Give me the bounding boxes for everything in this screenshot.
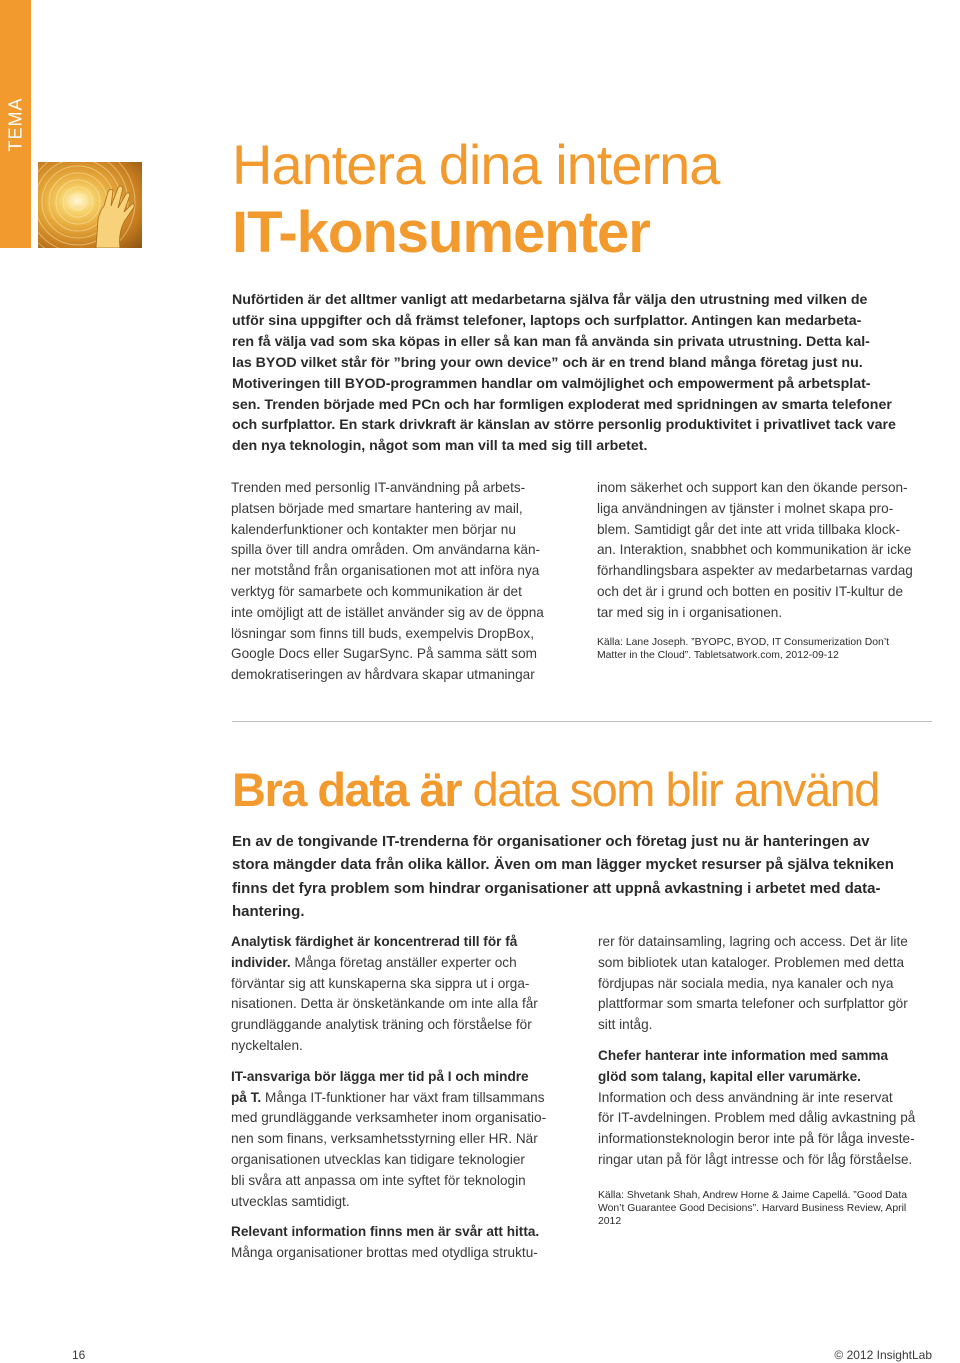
body-line: förhandlingsbara aspekter av medarbetarnas vardag bbox=[597, 563, 913, 579]
body-line: liga användningen av tjänster i molnet skapa pro- bbox=[597, 500, 894, 516]
body-line: tar med sig in i organisationen. bbox=[597, 604, 783, 620]
lead-line: ren få välja vad som ska köpas in eller så kan man få använda sin privata utrustning. Detta kal- bbox=[232, 333, 870, 350]
lead-line: las BYOD vilket står för ”bring your own device” och är en trend bland många företag just nu. bbox=[232, 354, 863, 371]
subheading: Chefer hanterar inte information med samma bbox=[598, 1047, 889, 1063]
lead-line: utför sina uppgifter och då främst telefoner, laptops och surfplattor. Antingen kan medarbeta- bbox=[232, 312, 862, 329]
body-line: med grundläggande verksamheter inom organisatio- bbox=[231, 1110, 547, 1126]
article1-lead bbox=[232, 290, 932, 457]
subheading: Analytisk färdighet är koncentrerad till för få bbox=[231, 934, 518, 949]
golden-hand-image bbox=[38, 162, 142, 248]
source-line: Matter in the Cloud”. Tabletsatwork.com, 2012-09-12 bbox=[597, 650, 839, 661]
body-line: an. Interaktion, snabbhet och kommunikation är icke bbox=[597, 542, 912, 558]
article2-lead bbox=[232, 830, 932, 923]
body-line: nen som finans, verksamhetsstyrning eller HR. När bbox=[231, 1131, 538, 1147]
body-line: och det är i grund och botten en positiv IT-kultur de bbox=[597, 583, 904, 599]
body-line: Information och dess användning är inte reservat bbox=[598, 1089, 893, 1105]
lead-line: den nya teknologin, något som man vill ta med sig till arbetet. bbox=[232, 438, 648, 455]
body-line: ringar utan på för lågt intresse och för låg förståelse. bbox=[598, 1151, 913, 1167]
subheading: glöd som talang, kapital eller varumärke. bbox=[598, 1068, 861, 1084]
body-line: förväntar sig att kunskaperna ska sippra ut i orga- bbox=[231, 975, 530, 991]
lead-line: hantering. bbox=[232, 902, 305, 920]
body-text: Många företag anställer experter och bbox=[290, 954, 517, 970]
lead-line: stora mängder data från olika källor. Även om man lägger mycket resurser på själva tekniken bbox=[232, 856, 894, 874]
article2-title bbox=[232, 760, 879, 820]
body-line: demokratiseringen av hårdvara skapar utmaningar bbox=[231, 667, 535, 683]
subheading: Relevant information finns men är svår att hitta. bbox=[231, 1224, 540, 1240]
body-line: för IT-avdelningen. Problem med dålig avkastning på bbox=[598, 1110, 916, 1126]
article1-title-line1: Hantera dina interna bbox=[232, 133, 720, 196]
copyright: © 2012 InsightLab bbox=[834, 1348, 932, 1362]
body-line: fördjupas när sociala media, nya kanaler och nya bbox=[598, 975, 894, 991]
lead-line: En av de tongivande IT-trenderna för organisationer och företag just nu är hanteringen av bbox=[232, 833, 870, 850]
body-line: bli svåra att anpassa om inte syftet för teknologin bbox=[231, 1172, 526, 1188]
article1-source bbox=[597, 636, 942, 662]
body-line: spilla över till andra områden. Om användarna kän- bbox=[231, 542, 541, 558]
body-line: inom säkerhet och support kan den ökande person- bbox=[597, 480, 908, 495]
body-line: ner motstånd från organisationen mot att införa nya bbox=[231, 563, 540, 579]
body-line: inte omöjligt att de istället använder sig av de öppna bbox=[231, 604, 544, 620]
body-line: informationsteknologin beror inte på för låga investe- bbox=[598, 1131, 915, 1147]
lead-line: Motiveringen till BYOD-programmen handlar om valmöjlighet och empowerment på arbetsplat- bbox=[232, 375, 871, 392]
article1-title-line2: IT-konsumenter bbox=[232, 200, 650, 265]
tema-side-tab bbox=[0, 0, 31, 248]
body-line: Trenden med personlig IT-användning på arbets- bbox=[231, 480, 526, 495]
body-line: som bibliotek utan kataloger. Problemen med detta bbox=[598, 954, 905, 970]
body-line: Google Docs eller SugarSync. På samma sätt som bbox=[231, 646, 537, 662]
page-number: 16 bbox=[72, 1348, 86, 1362]
article2-source bbox=[598, 1189, 943, 1228]
body-line: utvecklas samtidigt. bbox=[231, 1193, 350, 1209]
body-text: Många IT-funktioner har växt fram tillsammans bbox=[261, 1089, 545, 1105]
article2-title-light: data som blir använd bbox=[461, 763, 879, 816]
body-line: grundläggande analytisk träning och förståelse för bbox=[231, 1017, 532, 1033]
source-line: Källa: Shvetank Shah, Andrew Horne & Jaime Capellá. ”Good Data bbox=[598, 1190, 908, 1201]
body-line: kalenderfunktioner och kontakter men börjar nu bbox=[231, 521, 516, 537]
body-line: Många organisationer brottas med otydliga struktu- bbox=[231, 1245, 538, 1261]
article2-title-bold: Bra data är bbox=[232, 763, 462, 816]
article2-column-left bbox=[231, 932, 581, 1264]
body-line: verktyg för samarbete och kommunikation är det bbox=[231, 583, 522, 599]
body-line: rer för datainsamling, lagring och access. Det är lite bbox=[598, 934, 908, 949]
body-line: plattformar som smarta telefoner och surfplattor gör bbox=[598, 996, 908, 1012]
body-line: nyckeltalen. bbox=[231, 1037, 303, 1053]
body-line: platsen började med smartare hantering av mail, bbox=[231, 500, 523, 516]
header-photo bbox=[38, 162, 142, 248]
lead-line: Nuförtiden är det alltmer vanligt att medarbetarna själva får välja den utrustning med vilken de bbox=[232, 292, 868, 308]
subheading: IT-ansvariga bör lägga mer tid på I och mindre bbox=[231, 1068, 529, 1084]
source-line: Won’t Guarantee Good Decisions”. Harvard Business Review, April bbox=[598, 1203, 907, 1214]
source-line: Källa: Lane Joseph. ”BYOPC, BYOD, IT Consumerization Don’t bbox=[597, 637, 890, 648]
subheading: på T. bbox=[231, 1089, 262, 1105]
body-line: lösningar som finns till buds, exempelvis DropBox, bbox=[231, 625, 534, 641]
body-line: nisationen. Detta är önsketänkande om inte alla får bbox=[231, 996, 538, 1012]
article2-column-right bbox=[598, 932, 943, 1171]
source-line: 2012 bbox=[598, 1216, 622, 1227]
article1-column-right bbox=[597, 478, 942, 624]
lead-line: och surfplattor. En stark drivkraft är känslan av större personlig produktivitet i privatlivet tack vare bbox=[232, 417, 896, 434]
subheading: individer. bbox=[231, 954, 291, 970]
lead-line: finns det fyra problem som hindrar organisationer att uppnå avkastning i arbetet med data- bbox=[232, 879, 881, 897]
tema-label: TEMA bbox=[5, 96, 26, 152]
body-line: blem. Samtidigt går det inte att vrida tillbaka klock- bbox=[597, 521, 900, 537]
section-divider bbox=[232, 721, 932, 722]
article1-column-left bbox=[231, 478, 576, 686]
body-line: organisationen utvecklas kan tidigare teknologier bbox=[231, 1151, 525, 1167]
body-line: sitt intåg. bbox=[598, 1017, 653, 1033]
lead-line: sen. Trenden började med PCn och har formligen exploderat med spridningen av smarta telefoner bbox=[232, 396, 892, 413]
